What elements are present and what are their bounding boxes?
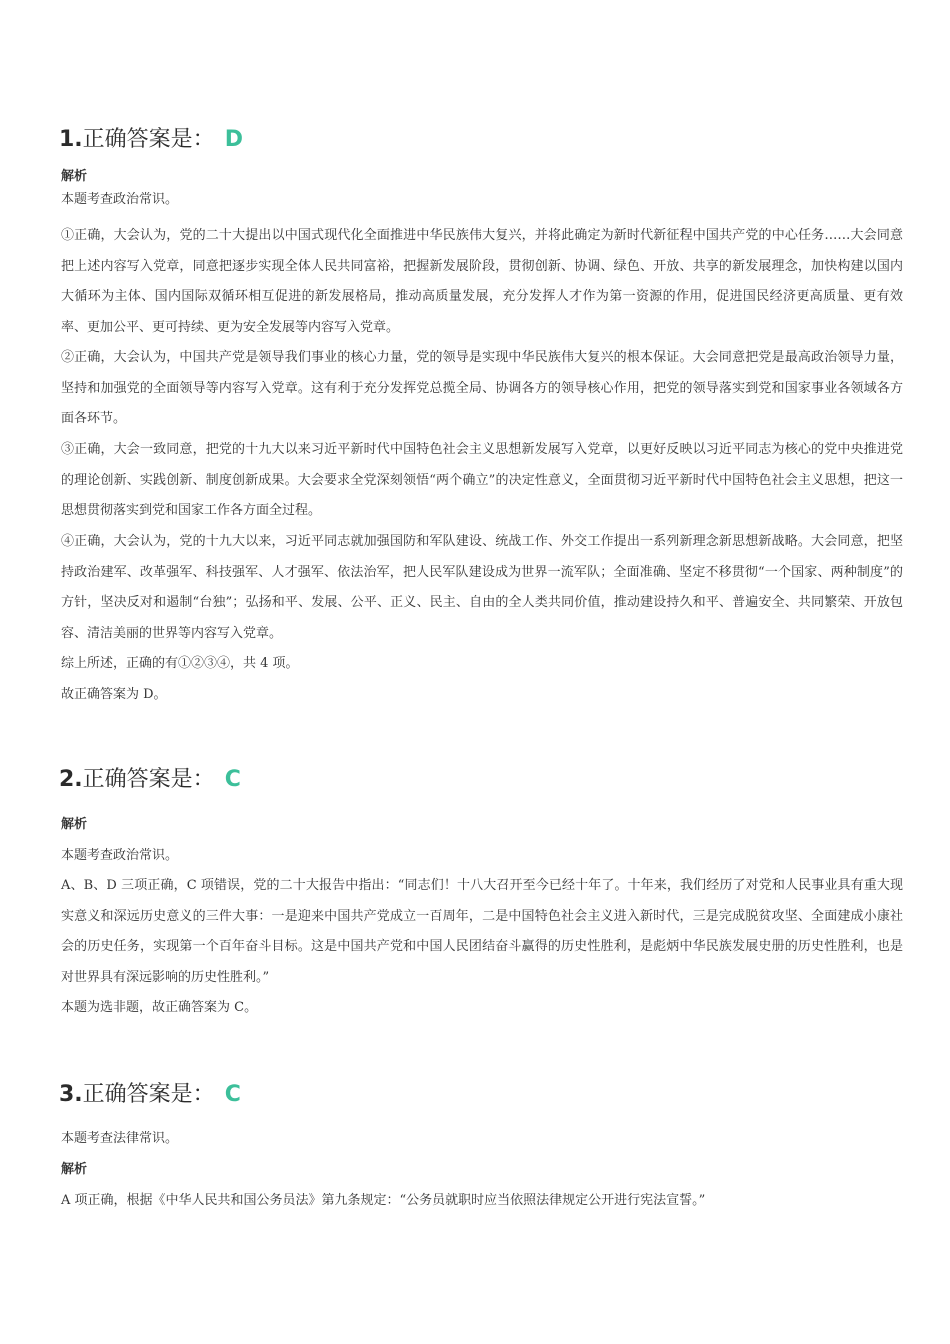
question-3-heading: [59, 1080, 241, 1110]
question-1-heading: [59, 125, 243, 155]
question-1-intro: 本题考查政治常识。: [61, 192, 179, 207]
question-3-heading-text: 正确答案是：: [82, 1082, 215, 1107]
question-3-number: 3.: [59, 1082, 83, 1107]
question-1-point-2: ②正确，大会认为，中国共产党是领导我们事业的核心力量，党的领导是实现中华民族伟大复兴的根本保证。大会同意把党是最高政治领导力量，坚持和加强党的全面领导等内容写入党章。这有利于充分发挥党总揽全局、协调各方的领导核心作用，把党的领导落实到党和国家事业各领域各方面各环节。: [61, 350, 903, 427]
question-1-conclusion: 故正确答案为 D。: [61, 687, 167, 702]
question-1-point-4: ④正确，大会认为，党的十九大以来，习近平同志就加强国防和军队建设、统战工作、外交工作提出一系列新理念新思想新战略。大会同意，把坚持政治建军、改革强军、科技强军、人才强军、依法治军，把人民军队建设成为世界一流军队；全面准确、坚定不移贯彻“一个国家、两种制度”的方针，坚决反对和遏制“台独”；弘扬和平、发展、公平、正义、民主、自由的全人类共同价值，推动建设持久和平、普遍安全、共同繁荣、开放包容、清洁美丽的世界等内容写入党章。: [61, 534, 903, 641]
question-2-heading: [59, 765, 241, 795]
question-3-intro: 本题考查法律常识。: [61, 1131, 179, 1146]
question-1-heading-text: 正确答案是：: [82, 127, 215, 152]
question-2-conclusion: 本题为选非题，故正确答案为 C。: [61, 1000, 258, 1015]
question-1-point-3: ③正确，大会一致同意，把党的十九大以来习近平新时代中国特色社会主义思想新发展写入党章，以更好反映以习近平同志为核心的党中央推进党的理论创新、实践创新、制度创新成果。大会要求全党深刻领悟“两个确立”的决定性意义，全面贯彻习近平新时代中国特色社会主义思想，把这一思想贯彻落实到党和国家工作各方面全过程。: [61, 442, 903, 519]
question-2-analysis-label: 解析: [61, 817, 88, 832]
question-2-number: 2.: [59, 767, 83, 792]
question-3-answer: C: [224, 1082, 241, 1107]
question-2-heading-text: 正确答案是：: [82, 767, 215, 792]
question-1-point-1: ①正确，大会认为，党的二十大提出以中国式现代化全面推进中华民族伟大复兴，并将此确定为新时代新征程中国共产党的中心任务……大会同意把上述内容写入党章，同意把逐步实现全体人民共同富裕，把握新发展阶段，贯彻创新、协调、绿色、开放、共享的新发展理念，加快构建以国内大循环为主体、国内国际双循环相互促进的新发展格局，推动高质量发展，充分发挥人才作为第一资源的作用，促进国民经济更高质量、更有效率、更加公平、更可持续、更为安全发展等内容写入党章。: [61, 228, 903, 335]
question-2-answer: C: [224, 767, 241, 792]
question-2-intro: 本题考查政治常识。: [61, 848, 179, 863]
question-3-analysis-label: 解析: [61, 1162, 88, 1177]
question-1-analysis-label: 解析: [61, 169, 88, 184]
question-3-point-1: A 项正确，根据《中华人民共和国公务员法》第九条规定：“公务员就职时应当依照法律规定公开进行宪法宣誓。”: [61, 1193, 706, 1208]
question-1-answer: D: [224, 127, 243, 152]
question-1-number: 1.: [59, 127, 83, 152]
question-1-summary: 综上所述，正确的有①②③④，共 4 项。: [61, 656, 299, 671]
question-2-point-1: A、B、D 三项正确，C 项错误，党的二十大报告中指出：“同志们！十八大召开至今已经十年了。十年来，我们经历了对党和人民事业具有重大现实意义和深远历史意义的三件大事：一是迎来中国共产党成立一百周年，二是中国特色社会主义进入新时代，三是完成脱贫攻坚、全面建成小康社会的历史任务，实现第一个百年奋斗目标。这是中国共产党和中国人民团结奋斗赢得的历史性胜利，是彪炳中华民族发展史册的历史性胜利，也是对世界具有深远影响的历史性胜利。”: [61, 878, 903, 985]
